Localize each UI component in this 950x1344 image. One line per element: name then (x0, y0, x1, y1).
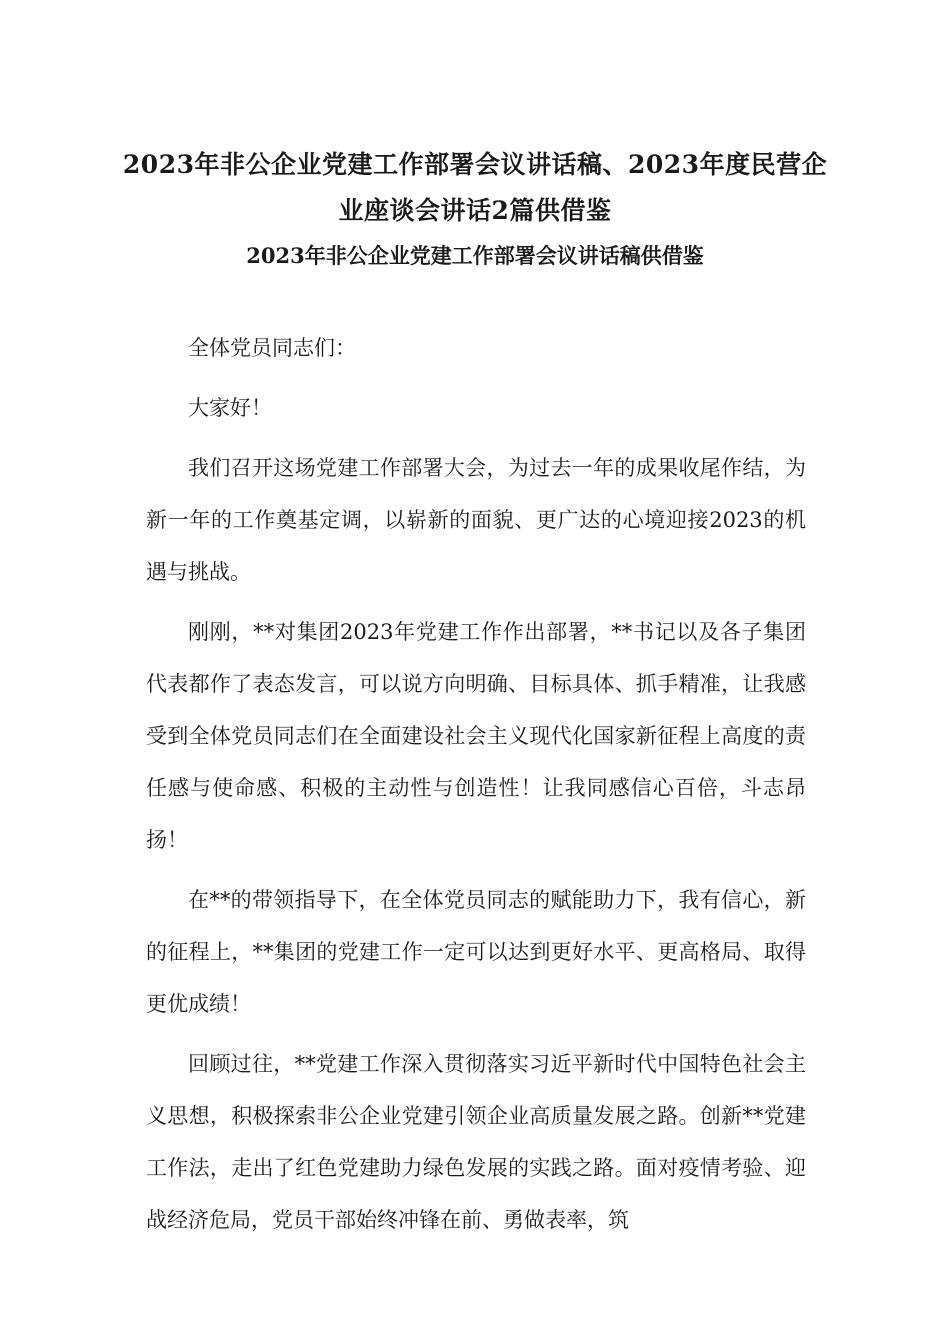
document-subtitle: 2023年非公企业党建工作部署会议讲话稿供借鉴 (246, 243, 704, 268)
document-title: 2023年非公企业党建工作部署会议讲话稿、2023年度民营企业座谈会讲话2篇供借鉴 (122, 150, 828, 225)
document-body (146, 322, 806, 1246)
paragraph-greeting: 大家好！ (188, 396, 272, 420)
paragraph-review: 回顾过往，**党建工作深入贯彻落实习近平新时代中国特色社会主义思想，积极探索非公企业党建引领企业高质量发展之路。创新**党建工作法，走出了红色党建助力绿色发展的实践之路。面对疫情考验、迎战经济危局，党员干部始终冲锋在前、勇做表率，筑 (146, 1052, 806, 1232)
paragraph-salutation: 全体党员同志们： (188, 336, 356, 360)
paragraph-opening: 我们召开这场党建工作部署大会，为过去一年的成果收尾作结，为新一年的工作奠基定调，以崭新的面貌、更广达的心境迎接2023的机遇与挑战。 (146, 456, 806, 584)
paragraph-confidence: 在**的带领指导下，在全体党员同志的赋能助力下，我有信心，新的征程上，**集团的党建工作一定可以达到更好水平、更高格局、取得更优成绩！ (146, 888, 806, 1016)
paragraph-deployment: 刚刚，**对集团2023年党建工作作出部署，**书记以及各子集团代表都作了表态发言，可以说方向明确、目标具体、抓手精准，让我感受到全体党员同志们在全面建设社会主义现代化国家新征程上高度的责任感与使命感、积极的主动性与创造性！让我同感信心百倍，斗志昂扬！ (146, 620, 806, 852)
